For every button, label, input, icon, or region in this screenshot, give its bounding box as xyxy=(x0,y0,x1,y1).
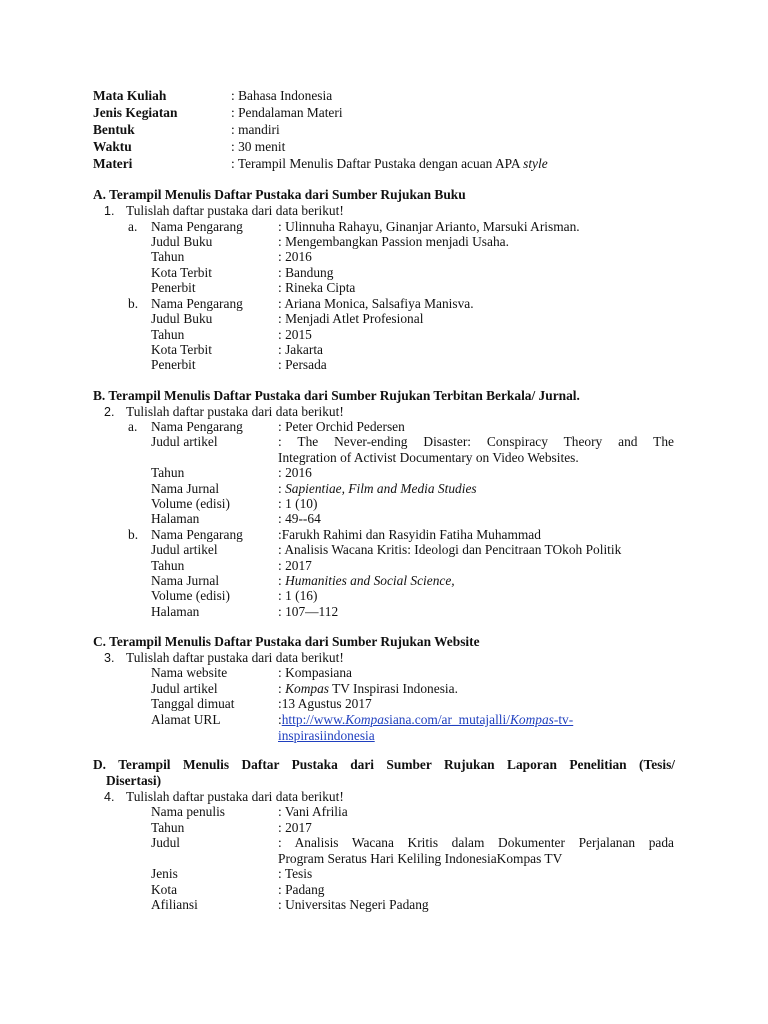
header-label: Bentuk xyxy=(93,122,135,137)
field-value-colon: : xyxy=(278,481,286,496)
field-label: Tahun xyxy=(151,249,185,264)
field-label: Nama Jurnal xyxy=(151,481,220,496)
field-value: : Menjadi Atlet Profesional xyxy=(278,311,424,326)
field-label: Judul artikel xyxy=(151,542,218,557)
field-label: Tahun xyxy=(151,465,185,480)
entry-marker: b. xyxy=(128,296,139,311)
url-text: inspirasiindonesia xyxy=(278,727,375,743)
field-value-line1: : The Never-ending Disaster: Conspiracy Theory and The xyxy=(278,434,674,449)
field-value: : Vani Afrilia xyxy=(278,804,348,819)
header-label: Mata Kuliah xyxy=(93,88,167,103)
url-text: -tv- xyxy=(553,712,574,727)
entry-marker: a. xyxy=(128,419,138,434)
item-number: 4. xyxy=(104,790,115,804)
field-label: Tahun xyxy=(151,558,185,573)
field-value: : 1 (16) xyxy=(278,588,318,603)
entry-marker: a. xyxy=(128,219,138,234)
url-link[interactable] xyxy=(278,712,573,743)
field-label: Volume (edisi) xyxy=(151,496,230,511)
header-label: Materi xyxy=(93,156,133,171)
header-label: Jenis Kegiatan xyxy=(93,105,178,120)
field-label: Nama Pengarang xyxy=(151,219,243,234)
field-label: Judul Buku xyxy=(151,234,213,249)
header-value-text: : Terampil Menulis Daftar Pustaka dengan acuan APA xyxy=(231,156,524,171)
field-value-line2: Program Seratus Hari Keliling IndonesiaKompas TV xyxy=(278,850,563,866)
field-label: Judul Buku xyxy=(151,311,213,326)
field-value-colon: : xyxy=(278,681,286,696)
header-value: : Bahasa Indonesia xyxy=(231,88,333,103)
url-text-italic: Kompas xyxy=(509,712,554,727)
entry-marker: b. xyxy=(128,527,139,542)
field-value: : Ariana Monica, Salsafiya Manisva. xyxy=(278,296,474,311)
field-value-line2: Integration of Activist Documentary on Video Websites. xyxy=(278,449,579,465)
section-a-title: A. Terampil Menulis Daftar Pustaka dari Sumber Rujukan Buku xyxy=(93,187,466,202)
field-label: Volume (edisi) xyxy=(151,588,230,603)
field-value: : 107—112 xyxy=(278,604,339,619)
field-value: : Persada xyxy=(278,357,327,372)
field-label: Alamat URL xyxy=(151,712,221,727)
header-value xyxy=(231,155,548,172)
item-number: 1. xyxy=(104,204,115,218)
field-value: : Analisis Wacana Kritis: Ideologi dan Pencitraan TOkoh Politik xyxy=(278,542,622,557)
field-label: Nama Pengarang xyxy=(151,527,243,542)
item-number: 3. xyxy=(104,651,115,665)
field-value: : 1 (10) xyxy=(278,496,318,511)
header-value: : mandiri xyxy=(231,122,280,137)
journal-name: Humanities and Social Science, xyxy=(285,573,455,588)
field-value: : Padang xyxy=(278,882,325,897)
field-value: : Tesis xyxy=(278,866,313,881)
field-label: Nama website xyxy=(151,665,228,680)
item-number: 2. xyxy=(104,405,115,419)
section-d-title xyxy=(93,757,675,789)
item-text: Tulislah daftar pustaka dari data berikut! xyxy=(126,789,344,804)
section-a-instruction xyxy=(104,203,344,220)
field-value xyxy=(278,835,674,866)
field-value: : 2016 xyxy=(278,249,312,264)
field-label: Tahun xyxy=(151,327,185,342)
field-value xyxy=(278,481,674,497)
section-d-title-line1: D. Terampil Menulis Daftar Pustaka dari Sumber Rujukan Laporan Penelitian (Tesis/ xyxy=(93,757,675,772)
url-text-italic: Kompas xyxy=(345,712,390,727)
field-label: Judul artikel xyxy=(151,434,218,449)
field-label: Nama Jurnal xyxy=(151,573,220,588)
header-value: : 30 menit xyxy=(231,139,286,154)
field-label: Tanggal dimuat xyxy=(151,696,235,711)
url-text: iana.com/ar_mutajalli/ xyxy=(389,712,510,727)
field-label: Judul artikel xyxy=(151,681,218,696)
field-value: : Ulinnuha Rahayu, Ginanjar Arianto, Marsuki Arisman. xyxy=(278,219,580,234)
section-d-title-line2: Disertasi) xyxy=(106,773,162,788)
field-value: :Farukh Rahimi dan Rasyidin Fatiha Muhammad xyxy=(278,527,541,542)
field-value xyxy=(278,712,674,743)
field-label: Halaman xyxy=(151,511,200,526)
field-value xyxy=(278,434,674,465)
field-label: Nama penulis xyxy=(151,804,226,819)
field-label: Kota Terbit xyxy=(151,342,212,357)
field-value: : 2016 xyxy=(278,465,312,480)
field-value: : Universitas Negeri Padang xyxy=(278,897,429,912)
url-text: http://www. xyxy=(281,712,346,727)
field-value-line1: : Analisis Wacana Kritis dalam Dokumenter Perjalanan pada xyxy=(278,835,674,850)
field-label: Nama Pengarang xyxy=(151,296,243,311)
field-value: : 2015 xyxy=(278,327,312,342)
field-value: : 2017 xyxy=(278,820,312,835)
field-value: : Peter Orchid Pedersen xyxy=(278,419,405,434)
field-value: : Jakarta xyxy=(278,342,323,357)
field-label: Penerbit xyxy=(151,280,196,295)
field-label: Nama Pengarang xyxy=(151,419,243,434)
field-value: : Bandung xyxy=(278,265,334,280)
field-label: Kota xyxy=(151,882,178,897)
field-value: : 49--64 xyxy=(278,511,321,526)
field-value-colon: : xyxy=(278,573,286,588)
header-value-italic: style xyxy=(523,156,548,171)
field-value xyxy=(278,681,674,697)
field-value-colon: : xyxy=(278,712,282,727)
header-label: Waktu xyxy=(93,139,132,154)
field-value: :13 Agustus 2017 xyxy=(278,696,372,711)
field-label: Kota Terbit xyxy=(151,265,212,280)
field-value: : Rineka Cipta xyxy=(278,280,356,295)
field-value xyxy=(278,573,674,589)
journal-name: Sapientiae, Film and Media Studies xyxy=(285,481,477,496)
field-value-rest: TV Inspirasi Indonesia. xyxy=(328,681,458,696)
field-value: : Kompasiana xyxy=(278,665,353,680)
header-value: : Pendalaman Materi xyxy=(231,105,343,120)
field-value: : 2017 xyxy=(278,558,312,573)
field-label: Halaman xyxy=(151,604,200,619)
field-label: Judul xyxy=(151,835,181,850)
field-label: Jenis xyxy=(151,866,178,881)
field-label: Afiliansi xyxy=(151,897,198,912)
field-value-italic: Kompas xyxy=(285,681,329,696)
section-b-title: B. Terampil Menulis Daftar Pustaka dari Sumber Rujukan Terbitan Berkala/ Jurnal. xyxy=(93,388,580,403)
item-text: Tulislah daftar pustaka dari data berikut! xyxy=(126,203,344,218)
field-label: Tahun xyxy=(151,820,185,835)
item-text: Tulislah daftar pustaka dari data berikut! xyxy=(126,404,344,419)
section-c-title: C. Terampil Menulis Daftar Pustaka dari Sumber Rujukan Website xyxy=(93,634,480,649)
field-value: : Mengembangkan Passion menjadi Usaha. xyxy=(278,234,509,249)
item-text: Tulislah daftar pustaka dari data berikut! xyxy=(126,650,344,665)
field-label: Penerbit xyxy=(151,357,196,372)
